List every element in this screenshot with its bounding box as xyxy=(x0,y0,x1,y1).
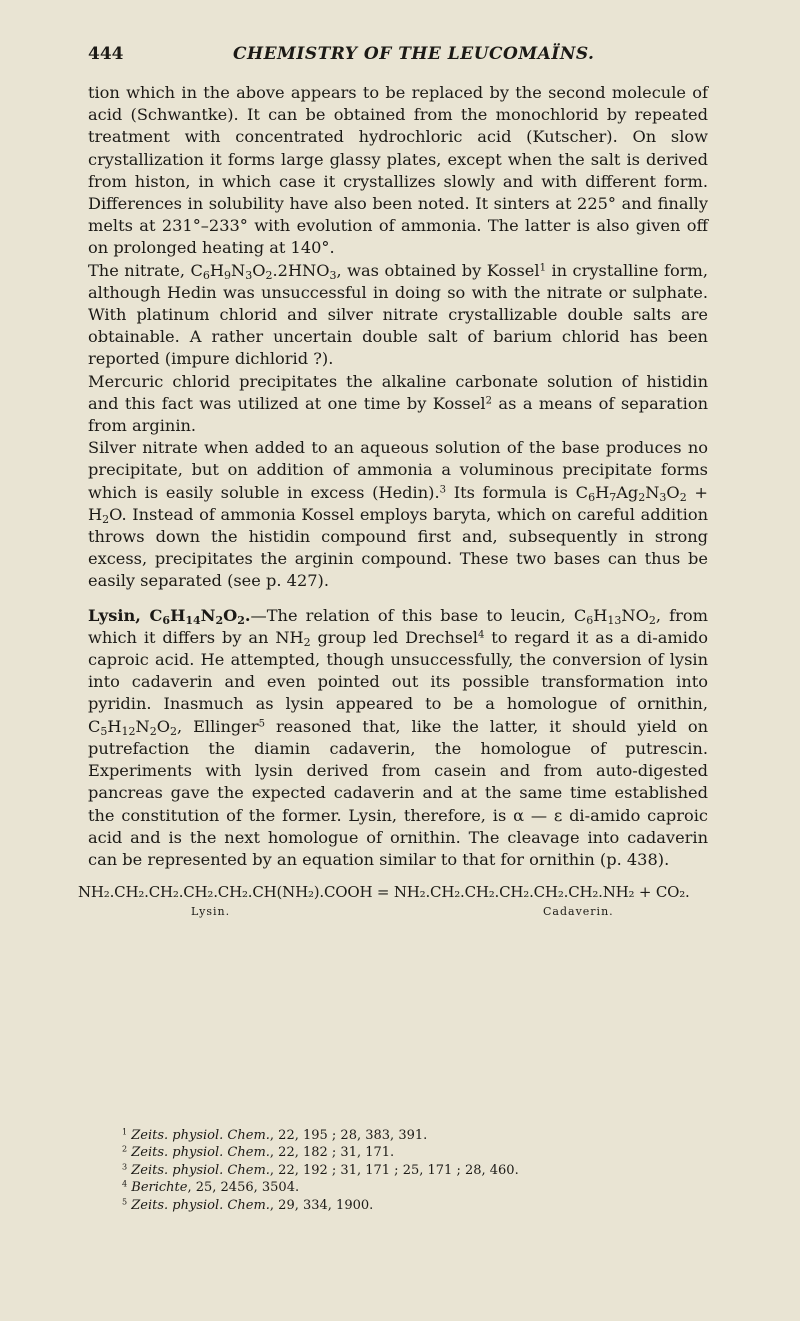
footnote: $^4$ Berichte, 25, 2456, 3504. xyxy=(122,1179,300,1196)
footnote-ref: 4 xyxy=(477,629,485,641)
footnotes xyxy=(122,1127,682,1214)
section-heading-lysin: Lysin, $C_6H_{14}N_2O_2$. xyxy=(88,605,251,627)
footnote: $^3$ Zeits. physiol. Chem., 22, 192 ; 31, 171 ; 25, 171 ; 28, 460. xyxy=(122,1162,519,1178)
page-header xyxy=(88,44,708,70)
chemical-equation xyxy=(78,881,708,921)
paragraph-mercuric: Mercuric chlorid precipitates the alkaline carbonate solution of histidin and this fact was utilized at one time by Kossel$^2$ as a means of separation from arginin. xyxy=(88,371,708,436)
paragraph-lysin: Lysin, $C_6H_{14}N_2O_2.—The$ relation of this base to leucin, $C_6H_{13}NO_2$, from which it differs by an $NH_2$ group led Drechsel$^4$ to regard it as a di-amido caproic acid. He attempted, though unsuccessfully, the conversion of lysin into cadaverin and even pointed out its possible transformation into pyridin. Inasmuch as lysin appeared to be a homologue of ornithin, $C_5H_{12}N_2O_2$, Ellinger$^5$ reasoned that, like the latter, it should yield on putrefaction the diamin cadaverin, the homologue of putrescin. Experiments with lysin derived from casein and from auto-digested pancreas gave the expected cadaverin and at the same time established the constitution of the former. Lysin, therefore, is α — ε di-amido caproic acid and is the next homologue of ornithin. The cleavage into cadaverin can be represented by an equation similar to that for ornithin (p. 438). xyxy=(88,605,708,869)
equation-label-cadaverin: Cadaverin. xyxy=(543,905,614,919)
equation-formula: NH₂.CH₂.CH₂.CH₂.CH₂.CH(NH₂).COOH = NH₂.CH₂.CH₂.CH₂.CH₂.CH₂.NH₂ + CO₂. xyxy=(78,883,690,902)
footnote: $^2$ Zeits. physiol. Chem., 22, 182 ; 31, 171. xyxy=(122,1144,395,1161)
footnote: $^1$ Zeits. physiol. Chem., 22, 195 ; 28, 383, 391. xyxy=(122,1127,428,1143)
footnote: $^5$ Zeits. physiol. Chem., 29, 334, 1900. xyxy=(122,1197,374,1213)
footnote-ref: 3 xyxy=(439,484,446,496)
paragraph-continuation: tion which in the above appears to be replaced by the second molecule of acid (Schwantke). It can be obtained from the monochlorid by repeated treatment with concentrated hydrochloric acid (Kutscher). On slow crystallization it forms large glassy plates, except when the salt is derived from histon, in which case it crystallizes slowly and with different form. Differences in solubility have also been noted. It sinters at 225° and finally melts at 231°–233° with evolution of ammonia. The latter is also given off on prolonged heating at 140°. xyxy=(88,83,708,258)
paragraph-nitrate: The nitrate, $C_6H_9N_3O_2.2HNO_3$, was obtained by Kossel$^1$ in crystalline form, although Hedin was unsuccessful in doing so with the nitrate or sulphate. With platinum chlorid and silver nitrate crystallizable double salts are obtainable. A rather uncertain double salt of barium chlorid has been reported (impure dichlorid ?). xyxy=(88,260,708,369)
running-title: CHEMISTRY OF THE LEUCOMAÏNS. xyxy=(233,44,595,64)
footnote-ref: 1 xyxy=(539,262,546,274)
page-number: 444 xyxy=(88,44,124,64)
equation-label-lysin: Lysin. xyxy=(191,905,231,919)
footnote-ref: 5 xyxy=(258,718,265,730)
footnote-ref: 2 xyxy=(485,395,492,407)
paragraph-silver: Silver nitrate when added to an aqueous solution of the base produces no precipitate, but on addition of ammonia a voluminous precipitate forms which is easily soluble in excess (Hedin).$^3$ Its formula is $C_6H_7Ag_2N_3O_2 + H_2O$. Instead of ammonia Kossel employs baryta, which on careful addition throws down the histidin compound first and, subsequently in strong excess, precipitates the arginin compound. These two bases can thus be easily separated (see p. 427). xyxy=(88,438,708,591)
body-text xyxy=(78,82,708,921)
